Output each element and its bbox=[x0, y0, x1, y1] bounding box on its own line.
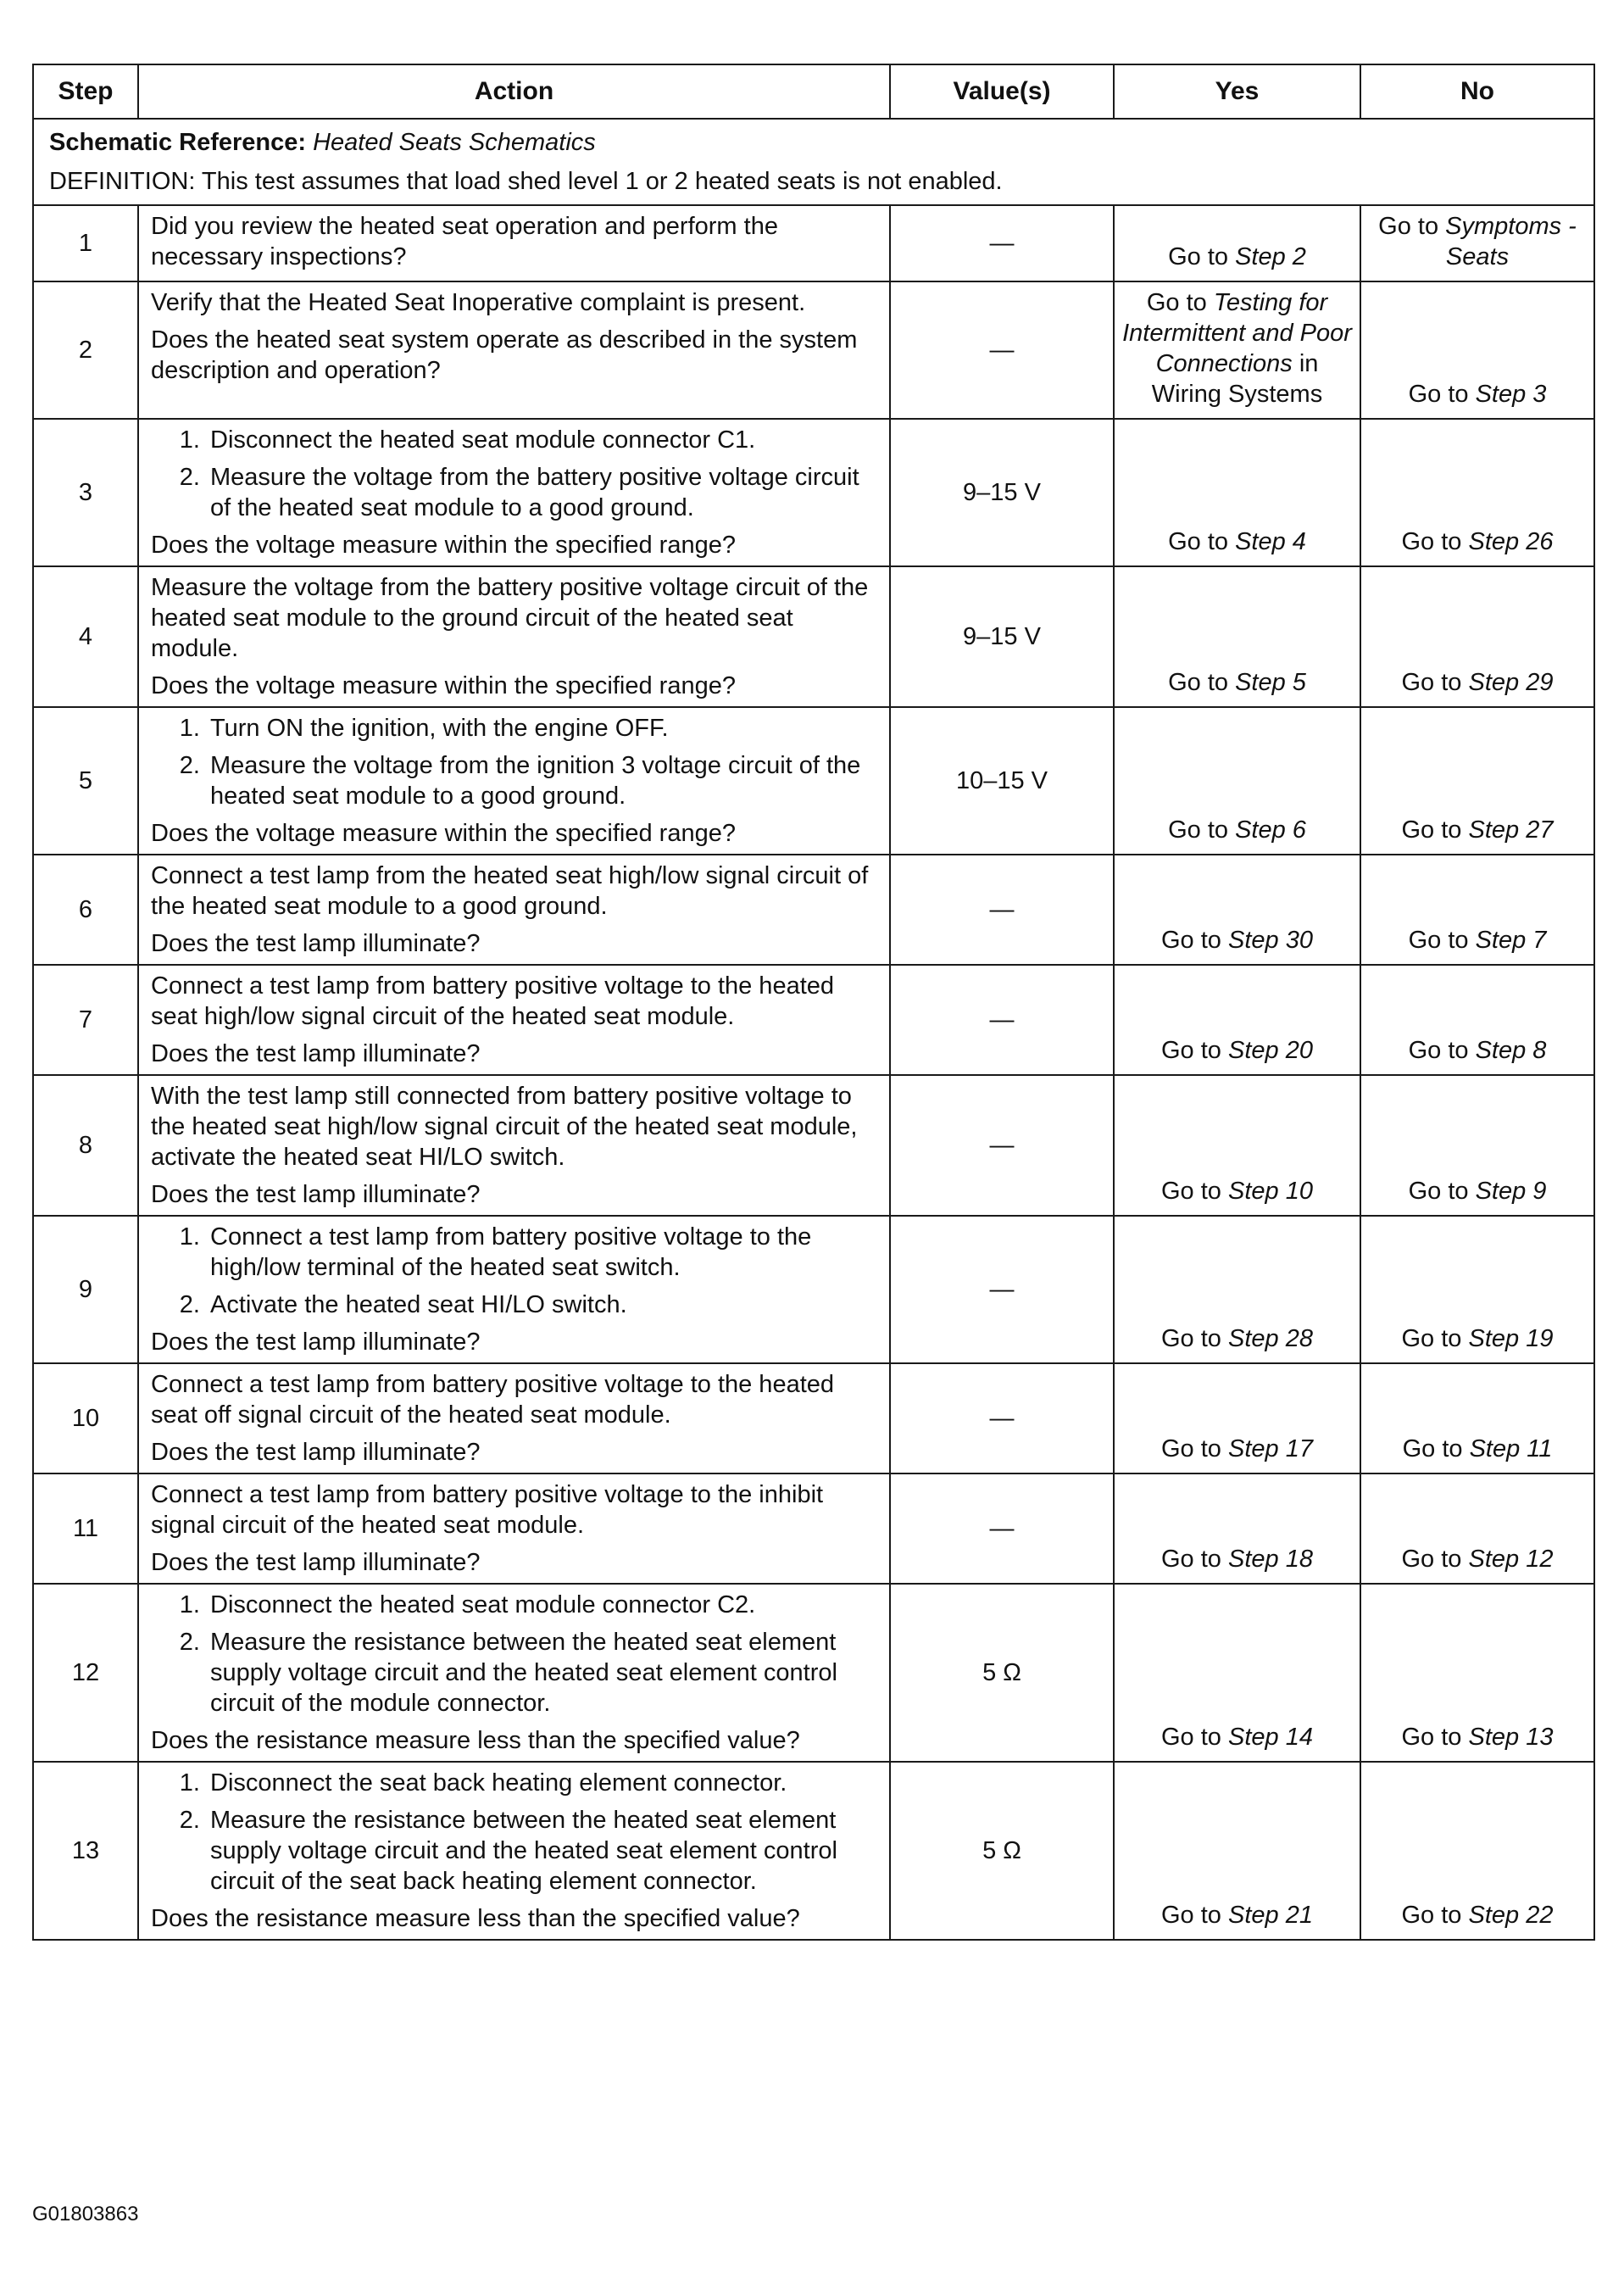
action-step-item: 1. Turn ON the ignition, with the engine OFF. bbox=[207, 713, 877, 744]
reference-row bbox=[33, 119, 1594, 205]
goto-prefix: Go to bbox=[1401, 816, 1462, 844]
action-text: Does the voltage measure within the specified range? bbox=[151, 672, 736, 699]
action-steps-list bbox=[151, 1590, 877, 1719]
goto-link[interactable]: Step 21 bbox=[1228, 1902, 1313, 1929]
table-row bbox=[33, 965, 1594, 1075]
header-row bbox=[33, 64, 1594, 119]
value-cell: — bbox=[890, 281, 1114, 419]
action-text: Does the test lamp illuminate? bbox=[151, 1439, 481, 1466]
table-row bbox=[33, 707, 1594, 855]
value-cell: 5 Ω bbox=[890, 1762, 1114, 1940]
reference-cell bbox=[33, 119, 1594, 205]
step-number: 9 bbox=[33, 1216, 138, 1363]
goto-prefix: Go to bbox=[1168, 528, 1229, 555]
action-step-item: 2. Measure the resistance between the heated seat element supply voltage circuit and the heated seat element control circuit of the seat back heating element connector. bbox=[207, 1805, 877, 1897]
schematic-reference-link[interactable]: Heated Seats Schematics bbox=[313, 129, 596, 156]
action-text: Measure the voltage from the battery positive voltage circuit of the heated seat module to the ground circuit of the heated seat module. bbox=[151, 574, 869, 662]
no-cell bbox=[1360, 707, 1594, 855]
action-text: Connect a test lamp from battery positive voltage to the heated seat high/low signal circuit of the heated seat module. bbox=[151, 972, 835, 1030]
value-cell: — bbox=[890, 1075, 1114, 1216]
action-text: Connect a test lamp from the heated seat high/low signal circuit of the heated seat module to a good ground. bbox=[151, 862, 869, 920]
action-step-item: 2. Measure the voltage from the battery positive voltage circuit of the heated seat module to a good ground. bbox=[207, 462, 877, 523]
no-cell bbox=[1360, 1075, 1594, 1216]
header-yes: Yes bbox=[1114, 64, 1360, 119]
table-row bbox=[33, 1216, 1594, 1363]
no-cell bbox=[1360, 205, 1594, 281]
yes-cell bbox=[1114, 1473, 1360, 1584]
action-question: Does the test lamp illuminate? bbox=[151, 1329, 481, 1356]
no-cell bbox=[1360, 1363, 1594, 1473]
goto-prefix: Go to bbox=[1168, 669, 1229, 696]
goto-prefix: Go to bbox=[1408, 1178, 1469, 1205]
goto-link[interactable]: Step 9 bbox=[1475, 1178, 1547, 1205]
action-text: Does the test lamp illuminate? bbox=[151, 1040, 481, 1067]
goto-link[interactable]: Step 29 bbox=[1468, 669, 1554, 696]
action-step-item: 2. Activate the heated seat HI/LO switch. bbox=[207, 1290, 877, 1320]
goto-prefix: Go to bbox=[1161, 1902, 1221, 1929]
no-cell bbox=[1360, 281, 1594, 419]
goto-prefix: Go to bbox=[1408, 927, 1469, 954]
goto-link[interactable]: Step 20 bbox=[1228, 1037, 1313, 1064]
goto-link[interactable]: Step 7 bbox=[1475, 927, 1547, 954]
table-row bbox=[33, 419, 1594, 566]
step-number: 5 bbox=[33, 707, 138, 855]
goto-link[interactable]: Step 13 bbox=[1468, 1724, 1554, 1751]
goto-prefix: Go to bbox=[1401, 669, 1462, 696]
action-step-item: 2. Measure the voltage from the ignition 3 voltage circuit of the heated seat module to a good ground. bbox=[207, 750, 877, 811]
goto-link[interactable]: Step 30 bbox=[1228, 927, 1313, 954]
action-cell bbox=[138, 1363, 890, 1473]
goto-link[interactable]: Step 6 bbox=[1235, 816, 1306, 844]
action-cell bbox=[138, 281, 890, 419]
action-question: Does the voltage measure within the specified range? bbox=[151, 820, 736, 847]
table-row bbox=[33, 855, 1594, 965]
action-question: Does the voltage measure within the specified range? bbox=[151, 532, 736, 559]
value-cell: — bbox=[890, 855, 1114, 965]
goto-prefix: Go to bbox=[1161, 1435, 1221, 1462]
action-cell bbox=[138, 1216, 890, 1363]
action-question: Does the resistance measure less than the specified value? bbox=[151, 1727, 800, 1754]
table-row bbox=[33, 281, 1594, 419]
table-row bbox=[33, 1075, 1594, 1216]
goto-link[interactable]: Step 26 bbox=[1468, 528, 1554, 555]
goto-link[interactable]: Step 8 bbox=[1475, 1037, 1547, 1064]
step-number: 2 bbox=[33, 281, 138, 419]
goto-prefix: Go to bbox=[1161, 927, 1221, 954]
goto-link[interactable]: Step 14 bbox=[1228, 1724, 1313, 1751]
step-number: 4 bbox=[33, 566, 138, 707]
table-row bbox=[33, 566, 1594, 707]
table-row bbox=[33, 205, 1594, 281]
table-row bbox=[33, 1584, 1594, 1762]
action-text: Does the test lamp illuminate? bbox=[151, 1181, 481, 1208]
yes-cell bbox=[1114, 1216, 1360, 1363]
goto-link[interactable]: Step 19 bbox=[1468, 1325, 1554, 1352]
goto-prefix: Go to bbox=[1161, 1178, 1221, 1205]
action-cell bbox=[138, 965, 890, 1075]
yes-cell bbox=[1114, 205, 1360, 281]
yes-cell bbox=[1114, 855, 1360, 965]
value-cell: 5 Ω bbox=[890, 1584, 1114, 1762]
header-no: No bbox=[1360, 64, 1594, 119]
action-cell bbox=[138, 1584, 890, 1762]
no-cell bbox=[1360, 1762, 1594, 1940]
action-text: With the test lamp still connected from battery positive voltage to the heated seat high/low signal circuit of the heated seat module, activate the heated seat HI/LO switch. bbox=[151, 1083, 858, 1171]
schematic-reference bbox=[49, 123, 1578, 162]
goto-link[interactable]: Step 3 bbox=[1475, 381, 1547, 408]
action-cell bbox=[138, 707, 890, 855]
yes-cell bbox=[1114, 1584, 1360, 1762]
value-cell: 9–15 V bbox=[890, 566, 1114, 707]
goto-link[interactable]: Step 22 bbox=[1468, 1902, 1554, 1929]
goto-prefix: Go to bbox=[1378, 213, 1439, 240]
definition-text: DEFINITION: This test assumes that load shed level 1 or 2 heated seats is not enabled. bbox=[49, 168, 1003, 195]
table-row bbox=[33, 1473, 1594, 1584]
value-cell: — bbox=[890, 1473, 1114, 1584]
goto-link[interactable]: Step 18 bbox=[1228, 1546, 1313, 1573]
action-cell bbox=[138, 205, 890, 281]
yes-cell bbox=[1114, 707, 1360, 855]
goto-prefix: Go to bbox=[1408, 381, 1469, 408]
goto-prefix: Go to bbox=[1168, 816, 1229, 844]
value-cell: 9–15 V bbox=[890, 419, 1114, 566]
action-text: Does the heated seat system operate as described in the system description and operation? bbox=[151, 326, 858, 384]
goto-link[interactable]: Step 10 bbox=[1228, 1178, 1313, 1205]
action-step-item: 1. Connect a test lamp from battery positive voltage to the high/low terminal of the heated seat switch. bbox=[207, 1222, 877, 1283]
step-number: 11 bbox=[33, 1473, 138, 1584]
header-values: Value(s) bbox=[890, 64, 1114, 119]
value-cell: — bbox=[890, 965, 1114, 1075]
table-row bbox=[33, 1363, 1594, 1473]
action-cell bbox=[138, 566, 890, 707]
goto-prefix: Go to bbox=[1168, 243, 1229, 270]
step-number: 1 bbox=[33, 205, 138, 281]
action-step-item: 1. Disconnect the heated seat module connector C2. bbox=[207, 1590, 877, 1620]
action-cell bbox=[138, 855, 890, 965]
yes-cell bbox=[1114, 965, 1360, 1075]
value-cell: — bbox=[890, 205, 1114, 281]
value-cell: 10–15 V bbox=[890, 707, 1114, 855]
goto-link[interactable]: Symptoms - Seats bbox=[1445, 213, 1577, 270]
step-number: 6 bbox=[33, 855, 138, 965]
action-text: Does the test lamp illuminate? bbox=[151, 1549, 481, 1576]
goto-link[interactable]: Step 27 bbox=[1468, 816, 1554, 844]
no-cell bbox=[1360, 566, 1594, 707]
goto-prefix: Go to bbox=[1161, 1546, 1221, 1573]
step-number: 7 bbox=[33, 965, 138, 1075]
action-step-item: 1. Disconnect the heated seat module connector C1. bbox=[207, 425, 877, 455]
goto-prefix: Go to bbox=[1401, 1724, 1462, 1751]
action-cell bbox=[138, 419, 890, 566]
diagnostic-table bbox=[32, 64, 1595, 1941]
goto-link[interactable]: Step 2 bbox=[1235, 243, 1306, 270]
no-cell bbox=[1360, 965, 1594, 1075]
yes-cell bbox=[1114, 419, 1360, 566]
schematic-reference-label: Schematic Reference: bbox=[49, 129, 307, 156]
figure-id: G01803863 bbox=[32, 2203, 139, 2226]
step-number: 3 bbox=[33, 419, 138, 566]
action-steps-list bbox=[151, 1222, 877, 1320]
action-steps-list bbox=[151, 1768, 877, 1897]
action-text: Did you review the heated seat operation and perform the necessary inspections? bbox=[151, 213, 778, 270]
no-cell bbox=[1360, 1584, 1594, 1762]
yes-cell bbox=[1114, 1075, 1360, 1216]
goto-prefix: Go to bbox=[1408, 1037, 1469, 1064]
action-text: Connect a test lamp from battery positive voltage to the heated seat off signal circuit of the heated seat module. bbox=[151, 1371, 835, 1429]
goto-prefix: Go to bbox=[1161, 1724, 1221, 1751]
no-cell bbox=[1360, 855, 1594, 965]
step-number: 12 bbox=[33, 1584, 138, 1762]
action-text: Connect a test lamp from battery positive voltage to the inhibit signal circuit of the heated seat module. bbox=[151, 1481, 824, 1539]
action-cell bbox=[138, 1762, 890, 1940]
value-cell: — bbox=[890, 1216, 1114, 1363]
action-step-item: 1. Disconnect the seat back heating element connector. bbox=[207, 1768, 877, 1798]
goto-link[interactable]: Testing for Intermittent and Poor Connections bbox=[1122, 289, 1352, 377]
goto-suffix: in Wiring Systems bbox=[1151, 350, 1323, 408]
step-number: 10 bbox=[33, 1363, 138, 1473]
goto-link[interactable]: Step 17 bbox=[1228, 1435, 1313, 1462]
action-text: Does the test lamp illuminate? bbox=[151, 930, 481, 957]
goto-prefix: Go to bbox=[1146, 289, 1207, 316]
action-step-item: 2. Measure the resistance between the heated seat element supply voltage circuit and the heated seat element control circuit of the module connector. bbox=[207, 1627, 877, 1719]
goto-link[interactable]: Step 11 bbox=[1469, 1435, 1553, 1462]
goto-link[interactable]: Step 5 bbox=[1235, 669, 1306, 696]
goto-prefix: Go to bbox=[1161, 1037, 1221, 1064]
no-cell bbox=[1360, 419, 1594, 566]
goto-prefix: Go to bbox=[1161, 1325, 1221, 1352]
goto-prefix: Go to bbox=[1401, 1325, 1462, 1352]
goto-link[interactable]: Step 4 bbox=[1235, 528, 1306, 555]
goto-prefix: Go to bbox=[1402, 1435, 1463, 1462]
action-text: Verify that the Heated Seat Inoperative complaint is present. bbox=[151, 289, 806, 316]
action-steps-list bbox=[151, 713, 877, 811]
action-steps-list bbox=[151, 425, 877, 523]
yes-cell bbox=[1114, 566, 1360, 707]
header-action: Action bbox=[138, 64, 890, 119]
goto-prefix: Go to bbox=[1401, 1546, 1462, 1573]
goto-link[interactable]: Step 12 bbox=[1468, 1546, 1554, 1573]
yes-cell bbox=[1114, 281, 1360, 419]
header-step: Step bbox=[33, 64, 138, 119]
no-cell bbox=[1360, 1216, 1594, 1363]
table-row bbox=[33, 1762, 1594, 1940]
action-cell bbox=[138, 1473, 890, 1584]
action-cell bbox=[138, 1075, 890, 1216]
goto-prefix: Go to bbox=[1401, 528, 1462, 555]
value-cell: — bbox=[890, 1363, 1114, 1473]
action-question: Does the resistance measure less than the specified value? bbox=[151, 1905, 800, 1932]
yes-cell bbox=[1114, 1363, 1360, 1473]
goto-prefix: Go to bbox=[1401, 1902, 1462, 1929]
yes-cell bbox=[1114, 1762, 1360, 1940]
no-cell bbox=[1360, 1473, 1594, 1584]
goto-link[interactable]: Step 28 bbox=[1228, 1325, 1313, 1352]
step-number: 8 bbox=[33, 1075, 138, 1216]
step-number: 13 bbox=[33, 1762, 138, 1940]
